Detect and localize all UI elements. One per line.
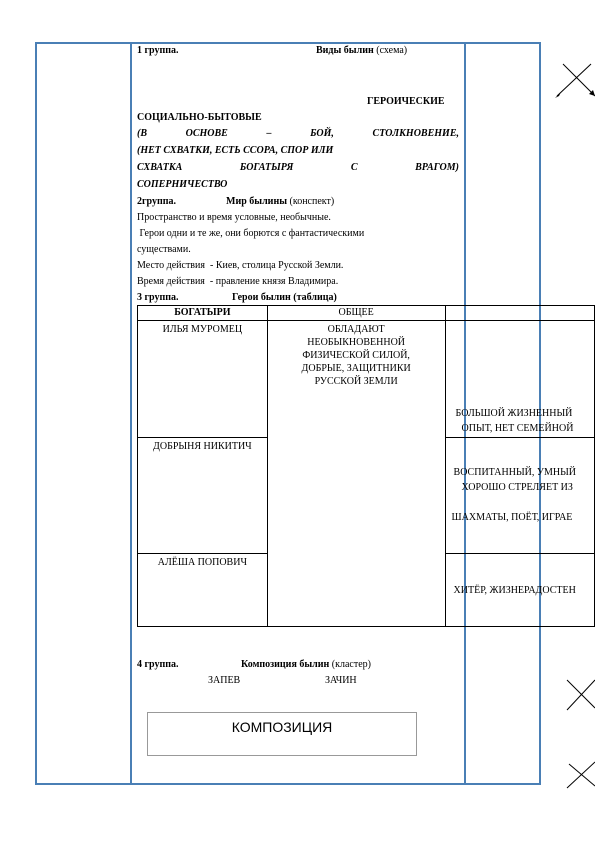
word: СХВАТКА (137, 162, 183, 173)
group3-title: Герои былин (таблица) (232, 292, 337, 303)
group2-p3: Место действия - Киев, столица Русской Земли. (137, 260, 344, 271)
group4-note: (кластер) (331, 659, 371, 670)
word: СТОЛКНОВЕНИЕ, (372, 128, 459, 139)
diff-alyosha (445, 554, 594, 627)
group1-title: Виды былин (316, 45, 374, 56)
diff-dobrynya-line1: ВОСПИТАННЫЙ, УМНЫЙ (453, 467, 577, 478)
zachin-label: ЗАЧИН (325, 675, 357, 686)
group1-title-line (316, 44, 407, 57)
word: ОСНОВЕ (185, 128, 228, 139)
common-traits (267, 321, 445, 627)
cross-icon (565, 760, 595, 790)
hero-ilya: ИЛЬЯ МУРОМЕЦ (138, 321, 268, 438)
group4-title-line (241, 658, 371, 671)
group1-line2: (НЕТ СХВАТКИ, ЕСТЬ ССОРА, СПОР ИЛИ (137, 145, 334, 156)
group2-title-line (226, 195, 334, 208)
group3-header (137, 291, 179, 304)
group2-note: (конспект) (289, 196, 335, 207)
social-label: СОЦИАЛЬНО-БЫТОВЫЕ (137, 112, 262, 123)
group2-p2b: существами. (137, 244, 191, 255)
group2-p2a: Герои одни и те же, они борются с фантастическими (137, 228, 365, 239)
cross-icon (565, 678, 595, 712)
group2-label: 2группа. (137, 196, 176, 207)
frame-margin-line (130, 42, 132, 784)
group4-label: 4 группа. (137, 659, 179, 670)
group2-header (137, 195, 176, 208)
frame-top-line (35, 42, 541, 44)
diff-ilya-line2: ОПЫТ, НЕТ СЕМЕЙНОЙ (461, 423, 574, 434)
diff-alyosha-line1: ХИТЁР, ЖИЗНЕРАДОСТЕН (453, 585, 576, 596)
hero-dobrynya: ДОБРЫНЯ НИКИТИЧ (138, 438, 268, 554)
group1-header (137, 44, 179, 57)
table-header-common: ОБЩЕЕ (267, 306, 445, 321)
group1-line4: СОПЕРНИЧЕСТВО (137, 179, 228, 190)
word: С (350, 162, 358, 173)
zapev-label: ЗАПЕВ (208, 675, 241, 686)
crossed-arrows-icon (553, 60, 595, 102)
group4-header (137, 658, 179, 671)
group1-line3 (137, 161, 459, 174)
group1-line1 (137, 127, 459, 140)
composition-box: КОМПОЗИЦИЯ (147, 712, 417, 756)
group2-title: Мир былины (226, 196, 288, 207)
heroic-label: ГЕРОИЧЕСКИЕ (367, 96, 445, 107)
frame-bottom-line (35, 783, 541, 785)
diff-ilya (445, 321, 594, 438)
group2-p4: Время действия - правление князя Владимира. (137, 276, 339, 287)
word: (В (137, 128, 147, 139)
word: БОГАТЫРЯ (239, 162, 294, 173)
diff-dobrynya-line2: ХОРОШО СТРЕЛЯЕТ ИЗ (461, 482, 573, 493)
group1-label: 1 группа. (137, 45, 179, 56)
group2-p1: Пространство и время условные, необычные. (137, 212, 331, 223)
group3-label: 3 группа. (137, 292, 179, 303)
group1-note: (схема) (376, 45, 408, 56)
word: ВРАГОМ) (415, 162, 459, 173)
hero-alyosha: АЛЁША ПОПОВИЧ (138, 554, 268, 627)
table-header-diff (445, 306, 594, 321)
frame-left-line (35, 42, 37, 784)
common-traits-text: ОБЛАДАЮТ НЕОБЫКНОВЕННОЙ ФИЗИЧЕСКОЙ СИЛОЙ, ДОБРЫЕ, ЗАЩИТНИКИ РУССКОЙ ЗЕМЛИ (301, 324, 411, 387)
word: – (266, 128, 272, 139)
diff-dobrynya-line3: ШАХМАТЫ, ПОЁТ, ИГРАЕ (451, 512, 573, 523)
group4-title: Композиция былин (241, 659, 330, 670)
table-header-heroes: БОГАТЫРИ (138, 306, 268, 321)
diff-dobrynya (445, 438, 594, 554)
word: БОЙ, (310, 128, 334, 139)
diff-ilya-line1: БОЛЬШОЙ ЖИЗНЕННЫЙ (455, 408, 573, 419)
heroes-table (137, 305, 595, 627)
